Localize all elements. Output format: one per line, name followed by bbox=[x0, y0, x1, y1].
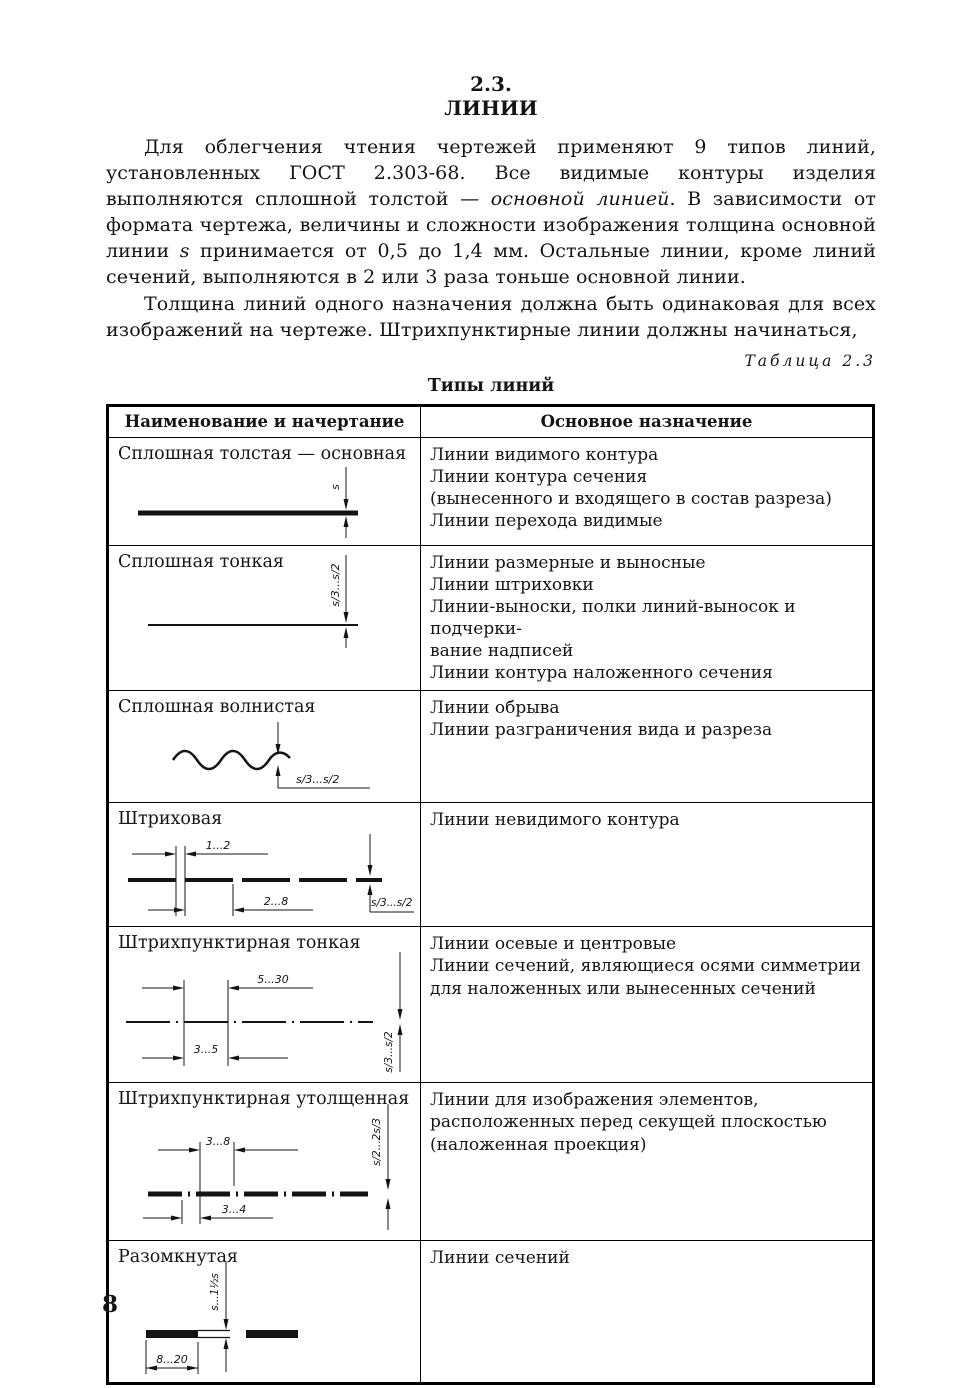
dim-label-thickness: s/3...s/2 bbox=[296, 773, 340, 787]
column-header-purpose: Основное назначение bbox=[421, 405, 874, 437]
line-drawing-solid-thick bbox=[118, 461, 413, 539]
purpose-line: Линии видимого контура bbox=[430, 444, 659, 465]
row-name: Штрихпунктирная тонкая bbox=[118, 933, 361, 954]
page-title: ЛИНИИ bbox=[444, 96, 538, 121]
purpose-line: расположенных перед секущей плоскостью bbox=[430, 1112, 827, 1133]
line-drawing-dashed bbox=[118, 820, 416, 920]
purpose-cell bbox=[421, 1241, 874, 1384]
purpose-line: Линии контура наложенного сечения bbox=[430, 663, 773, 684]
dim-label-thickness: s/3...s/2 bbox=[371, 897, 413, 910]
dim-label-gap: 3...5 bbox=[193, 1043, 219, 1057]
p1-seg-4: принимается от 0,5 до 1,4 мм. Остальные линии, кроме линий сечений, выполняются в 2 или 3 раза тоньше основной линии. bbox=[106, 240, 876, 289]
p1-seg-2: . В зависимости от формата чертежа, величины и сложности изображения толщина основной линии bbox=[106, 188, 876, 263]
purpose-line: (вынесенного и входящего в состав разреза) bbox=[430, 488, 832, 509]
row-name: Сплошная тонкая bbox=[118, 551, 284, 572]
row-name: Штриховая bbox=[118, 809, 223, 830]
purpose-cell bbox=[421, 437, 874, 545]
paragraph-2: Толщина линий одного назначения должна быть одинаковая для всех изображений на чертеже. Штрихпунктирные линии должны начинаться, bbox=[106, 292, 876, 341]
section-heading bbox=[106, 72, 876, 121]
table-caption: Таблица 2.3 bbox=[744, 351, 876, 370]
table-header-row bbox=[108, 405, 874, 437]
line-drawing-wavy bbox=[118, 710, 413, 796]
p1-seg-italic-3: s bbox=[179, 240, 190, 263]
dim-label-dash: 5...30 bbox=[257, 973, 289, 987]
dim-label-gap: 3...4 bbox=[221, 1203, 247, 1217]
page-number: 8 bbox=[102, 1291, 119, 1318]
intro-text bbox=[106, 134, 876, 343]
p1-seg-italic-1: основной линией bbox=[490, 188, 670, 211]
line-types-table bbox=[106, 404, 875, 1386]
page-content bbox=[106, 72, 876, 1385]
purpose-line: Линии размерные и выносные bbox=[430, 552, 706, 573]
row-name: Разомкнутая bbox=[118, 1247, 238, 1268]
table-row bbox=[108, 691, 874, 803]
line-drawing-open-section bbox=[118, 1250, 416, 1376]
section-number: 2.3. bbox=[470, 72, 512, 96]
purpose-line: Линии сечений bbox=[430, 1248, 570, 1269]
dim-label-thickness: s bbox=[329, 483, 342, 490]
dim-label-thickness: s/3...s/2 bbox=[329, 563, 342, 607]
purpose-cell bbox=[421, 803, 874, 927]
row-name: Сплошная толстая — основная bbox=[118, 443, 407, 464]
purpose-line: для наложенных или вынесенных сечений bbox=[430, 978, 816, 999]
table-row bbox=[108, 545, 874, 691]
purpose-line: Линии перехода видимые bbox=[430, 511, 663, 532]
dim-label-thickness: s...1½s bbox=[209, 1273, 221, 1312]
purpose-cell bbox=[421, 545, 874, 691]
p1-seg-0: Для облегчения чтения чертежей применяют 9 типов линий, установленных ГОСТ 2.303-68. Все видимые контуры изделия выполняются сплошной толстой — bbox=[106, 135, 876, 211]
purpose-line: Линии осевые и центровые bbox=[430, 934, 677, 955]
dim-label-gap: 1...2 bbox=[205, 839, 231, 853]
dim-label-length: 8...20 bbox=[156, 1353, 188, 1367]
purpose-cell bbox=[421, 1083, 874, 1241]
row-name: Сплошная волнистая bbox=[118, 697, 316, 718]
row-name: Штрихпунктирная утолщенная bbox=[118, 1089, 410, 1110]
line-drawing-dash-dot-thick bbox=[118, 1094, 416, 1234]
purpose-line: вание надписей bbox=[430, 641, 574, 662]
purpose-line: Линии невидимого контура bbox=[430, 810, 680, 831]
purpose-line: Линии разграничения вида и разреза bbox=[430, 720, 773, 741]
purpose-cell bbox=[421, 927, 874, 1083]
purpose-line: Линии для изображения элементов, bbox=[430, 1090, 759, 1111]
purpose-cell bbox=[421, 691, 874, 803]
line-drawing-dash-dot-thin bbox=[118, 944, 416, 1076]
table-row bbox=[108, 1241, 874, 1384]
dim-label-dash: 2...8 bbox=[263, 895, 289, 909]
dim-label-dash: 3...8 bbox=[205, 1135, 231, 1149]
table-row bbox=[108, 927, 874, 1083]
purpose-line: Линии сечений, являющиеся осями симметрии bbox=[430, 956, 861, 977]
purpose-line: (наложенная проекция) bbox=[430, 1134, 647, 1155]
table-title: Типы линий bbox=[427, 375, 555, 396]
paragraph-1 bbox=[106, 134, 876, 291]
dim-label-thickness: s/2...2s/3 bbox=[371, 1118, 383, 1167]
table-row bbox=[108, 1083, 874, 1241]
purpose-line: Линии штриховки bbox=[430, 574, 594, 595]
table-row bbox=[108, 803, 874, 927]
purpose-line: Линии контура сечения bbox=[430, 466, 648, 487]
table-row bbox=[108, 437, 874, 545]
purpose-line: Линии-выноски, полки линий-выносок и подчерки- bbox=[430, 596, 796, 640]
purpose-line: Линии обрыва bbox=[430, 698, 560, 719]
column-header-name: Наименование и начертание bbox=[108, 405, 421, 437]
dim-label-thickness: s/3...s/2 bbox=[383, 1031, 395, 1074]
